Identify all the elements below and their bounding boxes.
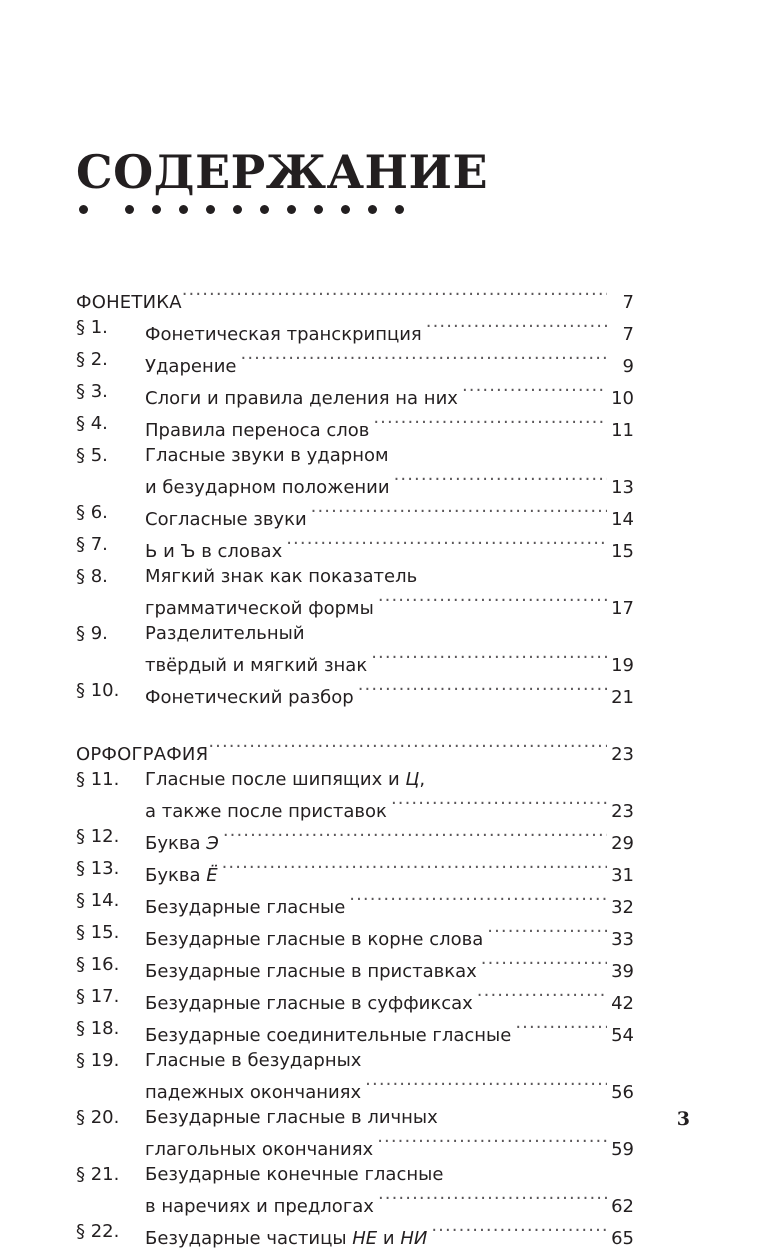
toc-entry[interactable] <box>76 411 634 443</box>
entry-title-text: падежных окончаниях <box>145 1082 362 1103</box>
entry-body <box>145 824 634 856</box>
entry-body <box>145 856 634 888</box>
entry-title-text: Буква Ё <box>145 865 218 886</box>
toc-entry[interactable] <box>76 500 634 532</box>
entry-title-line <box>145 621 634 646</box>
entry-title-text: Безударные соединительные гласные <box>145 1025 512 1046</box>
entry-title-line <box>145 443 634 468</box>
entry-body <box>145 379 634 411</box>
italic-term: Ц <box>405 769 420 790</box>
entry-title-text: Безударные гласные в суффиксах <box>145 993 473 1014</box>
dot-leader <box>218 856 607 881</box>
entry-title-last-line <box>145 952 634 984</box>
ornament-dot <box>395 205 404 214</box>
entry-body <box>145 920 634 952</box>
entry-title-text: Фонетическая транскрипция <box>145 324 422 345</box>
entry-title-text: Согласные звуки <box>145 509 307 530</box>
entry-title-text: Безударные гласные в приставках <box>145 961 477 982</box>
entry-title-text: Безударные частицы НЕ и НИ <box>145 1228 428 1249</box>
entry-section-number: § 8. <box>76 566 108 587</box>
entry-page-number: 29 <box>611 833 634 854</box>
entry-section-number: § 22. <box>76 1221 120 1242</box>
entry-title-last-line <box>145 1016 634 1048</box>
entry-page-number: 42 <box>611 993 634 1014</box>
toc-entry[interactable] <box>76 379 634 411</box>
ornament-dot <box>287 205 296 214</box>
dot-leader <box>422 315 607 340</box>
toc-entry[interactable] <box>76 856 634 888</box>
entry-section-number: § 13. <box>76 858 120 879</box>
toc-section-header[interactable] <box>76 735 634 767</box>
entry-title-line <box>145 1162 634 1187</box>
entry-section-number: § 12. <box>76 826 120 847</box>
entry-title-text: в наречиях и предлогах <box>145 1196 374 1217</box>
entry-section-number: § 18. <box>76 1018 120 1039</box>
ornament-dot <box>206 205 215 214</box>
entry-section-number: § 17. <box>76 986 120 1007</box>
entry-title-last-line <box>145 646 634 678</box>
entry-section-number: § 2. <box>76 349 108 370</box>
toc-entry[interactable] <box>76 920 634 952</box>
entry-body <box>145 1219 634 1251</box>
entry-page-number: 17 <box>611 598 634 619</box>
section-title: ОРФОГРАФИЯ <box>76 744 209 765</box>
entry-body <box>145 347 634 379</box>
entry-title-text: глагольных окончаниях <box>145 1139 374 1160</box>
dot-leader <box>390 468 607 493</box>
entry-body <box>145 984 634 1016</box>
dot-leader <box>369 411 607 436</box>
entry-title-last-line <box>145 1073 634 1105</box>
toc-entry[interactable] <box>76 984 634 1016</box>
ornament-dot <box>341 205 350 214</box>
ornament-dot <box>368 205 377 214</box>
entry-page-number: 56 <box>611 1082 634 1103</box>
entry-title-last-line <box>145 888 634 920</box>
entry-title-text: Ударение <box>145 356 237 377</box>
entry-title-last-line <box>145 678 634 710</box>
ornament-dot <box>125 205 134 214</box>
entry-title-last-line <box>145 1219 634 1251</box>
toc-entry[interactable] <box>76 1105 634 1162</box>
section-spacer <box>76 710 634 735</box>
entry-body <box>145 411 634 443</box>
dot-leader <box>367 646 607 671</box>
section-page-number: 7 <box>622 292 634 313</box>
entry-title-text: Гласные в безударных <box>145 1050 362 1071</box>
toc-section-header[interactable] <box>76 283 634 315</box>
entry-title-last-line <box>145 589 634 621</box>
entry-title-text: Правила переноса слов <box>145 420 370 441</box>
entry-title-text: Безударные гласные в личных <box>145 1107 438 1128</box>
italic-term: НЕ <box>352 1228 378 1249</box>
entry-page-number: 14 <box>611 509 634 530</box>
entry-page-number: 62 <box>611 1196 634 1217</box>
entry-section-number: § 14. <box>76 890 120 911</box>
dot-leader <box>361 1073 607 1098</box>
italic-term: НИ <box>400 1228 428 1249</box>
entry-title-text: Безударные гласные в корне слова <box>145 929 484 950</box>
dot-leader <box>473 984 607 1009</box>
entry-page-number: 7 <box>622 324 634 345</box>
entry-title-text: Разделительный <box>145 623 305 644</box>
toc-entry[interactable] <box>76 1162 634 1219</box>
entry-page-number: 31 <box>611 865 634 886</box>
entry-page-number: 9 <box>622 356 634 377</box>
toc-entry[interactable] <box>76 678 634 710</box>
dot-leader <box>427 1219 607 1244</box>
italic-term: Ё <box>206 865 218 886</box>
dot-leader <box>282 532 607 557</box>
entry-title-last-line <box>145 379 634 411</box>
toc-entry[interactable] <box>76 1016 634 1048</box>
entry-title-text: твёрдый и мягкий знак <box>145 655 368 676</box>
entry-page-number: 13 <box>611 477 634 498</box>
ornament-dot <box>79 205 88 214</box>
dot-leader <box>458 379 607 404</box>
entry-body <box>145 500 634 532</box>
dot-leader <box>387 792 607 817</box>
dot-leader <box>483 920 607 945</box>
entry-section-number: § 16. <box>76 954 120 975</box>
entry-title-last-line <box>145 411 634 443</box>
entry-title-last-line <box>145 500 634 532</box>
entry-section-number: § 4. <box>76 413 108 434</box>
entry-page-number: 59 <box>611 1139 634 1160</box>
dot-leader <box>374 589 607 614</box>
entry-title-text: Безударные гласные <box>145 897 346 918</box>
entry-page-number: 54 <box>611 1025 634 1046</box>
entry-page-number: 23 <box>611 801 634 822</box>
toc-entry[interactable] <box>76 1048 634 1105</box>
entry-title-last-line <box>145 824 634 856</box>
entry-title-text: Буква Э <box>145 833 219 854</box>
entry-section-number: § 19. <box>76 1050 120 1071</box>
entry-body <box>145 1105 634 1162</box>
entry-body <box>145 564 634 621</box>
italic-term: Э <box>206 833 219 854</box>
entry-page-number: 65 <box>611 1228 634 1249</box>
entry-page-number: 39 <box>611 961 634 982</box>
entry-section-number: § 21. <box>76 1164 120 1185</box>
toc-entry[interactable] <box>76 824 634 856</box>
entry-body <box>145 532 634 564</box>
entry-body <box>145 621 634 678</box>
toc-entry[interactable] <box>76 347 634 379</box>
toc-entry[interactable] <box>76 564 634 621</box>
entry-section-number: § 15. <box>76 922 120 943</box>
entry-title-text: Фонетический разбор <box>145 687 354 708</box>
ornament-dot <box>152 205 161 214</box>
entry-title-text: Безударные конечные гласные <box>145 1164 444 1185</box>
entry-page-number: 10 <box>611 388 634 409</box>
entry-page-number: 21 <box>611 687 634 708</box>
toc-entry[interactable] <box>76 952 634 984</box>
toc-entry[interactable] <box>76 888 634 920</box>
entry-title-last-line <box>145 532 634 564</box>
entry-title-line <box>145 564 634 589</box>
entry-title-last-line <box>145 856 634 888</box>
entry-body <box>145 952 634 984</box>
dot-leader <box>237 347 608 372</box>
entry-title-text: и безударном положении <box>145 477 390 498</box>
entry-page-number: 33 <box>611 929 634 950</box>
entry-section-number: § 1. <box>76 317 108 338</box>
toc-entry[interactable] <box>76 315 634 347</box>
entry-body <box>145 315 634 347</box>
entry-section-number: § 7. <box>76 534 108 555</box>
dot-leader <box>373 1130 607 1155</box>
ornament-dot <box>233 205 242 214</box>
ornament-dot <box>179 205 188 214</box>
ornament-dot <box>314 205 323 214</box>
dot-leader <box>374 1187 607 1212</box>
entry-title-last-line <box>145 792 634 824</box>
entry-body <box>145 443 634 500</box>
entry-title-last-line <box>145 347 634 379</box>
entry-section-number: § 6. <box>76 502 108 523</box>
entry-title-text: Гласные звуки в ударном <box>145 445 389 466</box>
entry-title-text: Ь и Ъ в словах <box>145 541 283 562</box>
dot-leader <box>511 1016 607 1041</box>
entry-section-number: § 11. <box>76 769 120 790</box>
entry-page-number: 32 <box>611 897 634 918</box>
entry-body <box>145 888 634 920</box>
entry-title-line <box>145 1048 634 1073</box>
title-ornament-dots <box>76 201 416 219</box>
entry-title-line <box>145 767 634 792</box>
entry-section-number: § 9. <box>76 623 108 644</box>
entry-page-number: 19 <box>611 655 634 676</box>
entry-body <box>145 678 634 710</box>
section-title: ФОНЕТИКА <box>76 292 182 313</box>
entry-title-line <box>145 1105 634 1130</box>
entry-body <box>145 1016 634 1048</box>
entry-body <box>145 767 634 824</box>
table-of-contents <box>76 283 634 1251</box>
dot-leader <box>354 678 607 703</box>
title-block <box>76 145 696 219</box>
dot-leader <box>345 888 607 913</box>
entry-title-text: грамматической формы <box>145 598 374 619</box>
page-number-folio: 3 <box>676 1108 690 1130</box>
toc-entry[interactable] <box>76 443 634 500</box>
entry-body <box>145 1048 634 1105</box>
ornament-dot <box>260 205 269 214</box>
toc-entry[interactable] <box>76 621 634 678</box>
dot-leader <box>208 735 607 760</box>
section-page-number: 23 <box>611 744 634 765</box>
entry-section-number: § 10. <box>76 680 120 701</box>
entry-title-last-line <box>145 920 634 952</box>
entry-title-last-line <box>145 468 634 500</box>
dot-leader <box>182 283 607 308</box>
entry-section-number: § 20. <box>76 1107 120 1128</box>
toc-entry[interactable] <box>76 1219 634 1251</box>
entry-title-text: а также после приставок <box>145 801 387 822</box>
entry-body <box>145 1162 634 1219</box>
toc-entry[interactable] <box>76 532 634 564</box>
dot-leader <box>307 500 607 525</box>
entry-title-last-line <box>145 984 634 1016</box>
entry-title-text: Слоги и правила деления на них <box>145 388 458 409</box>
entry-title-last-line <box>145 1130 634 1162</box>
entry-title-last-line <box>145 315 634 347</box>
dot-leader <box>219 824 607 849</box>
page-title: СОДЕРЖАНИЕ <box>76 145 489 199</box>
entry-page-number: 11 <box>611 420 634 441</box>
entry-title-text: Гласные после шипящих и Ц, <box>145 769 426 790</box>
dot-leader <box>477 952 607 977</box>
entry-title-last-line <box>145 1187 634 1219</box>
entry-section-number: § 5. <box>76 445 108 466</box>
entry-title-text: Мягкий знак как показатель <box>145 566 418 587</box>
toc-entry[interactable] <box>76 767 634 824</box>
entry-section-number: § 3. <box>76 381 108 402</box>
entry-page-number: 15 <box>611 541 634 562</box>
